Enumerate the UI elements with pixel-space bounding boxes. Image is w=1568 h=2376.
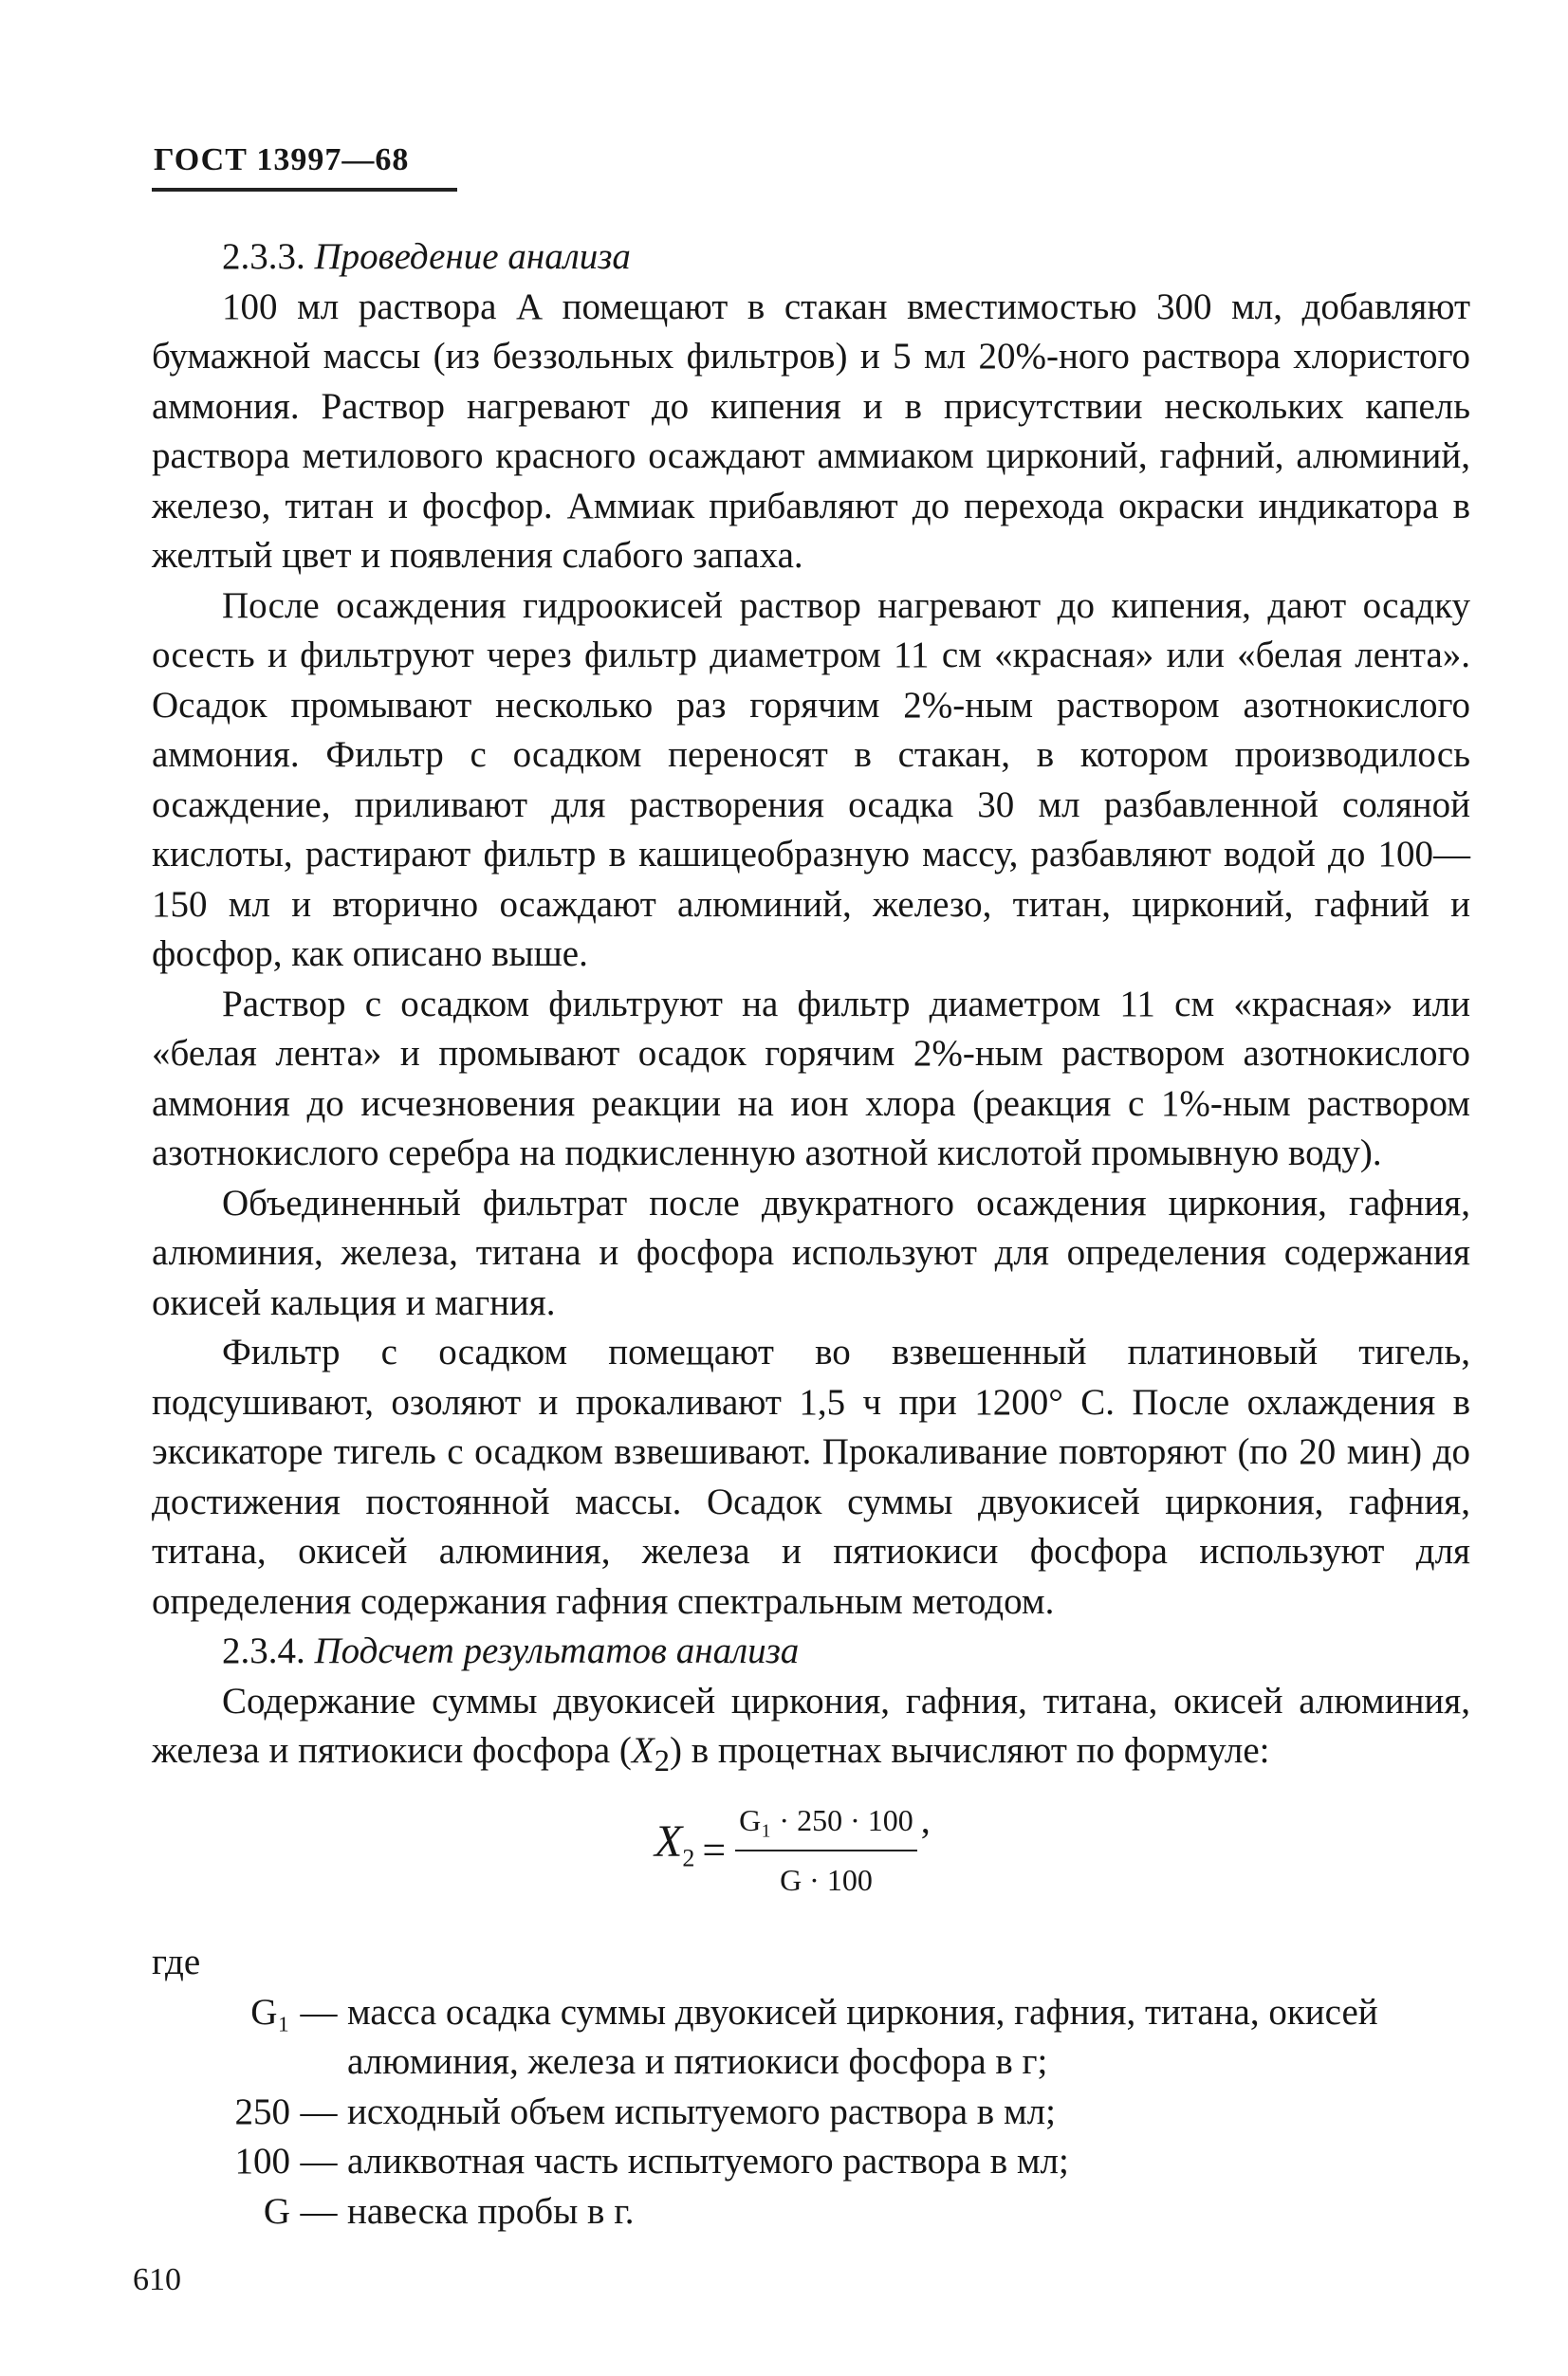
document-body: [152, 232, 1470, 2237]
definition-item: [152, 2088, 1470, 2138]
definitions-list: [152, 1988, 1470, 2238]
formula-lhs: $X_2$: [655, 1815, 695, 1872]
definition-item: [152, 2137, 1470, 2187]
definition-dash: —: [300, 1991, 338, 2033]
formula-denominator: G · 100: [780, 1862, 873, 1897]
section-heading-2-3-3: [152, 232, 1470, 283]
definition-symbol: 100: [234, 2141, 290, 2183]
formula-fraction: [735, 1796, 917, 1905]
definition-text: аликвотная часть испытуемого раствора в мл;: [347, 2141, 1069, 2183]
intro-text-end: ) в процетнах вычисляют по формуле:: [669, 1730, 1270, 1771]
section-heading-2-3-4: [152, 1627, 1470, 1677]
definition-dash: —: [300, 2141, 338, 2183]
paragraph: Раствор с осадком фильтруют на фильтр диаметром 11 см «красная» или «белая лента» и промывают осадок горячим 2%-ным раствором азотнокислого аммония до исчезновения реакции на ион хлора (реакция с 1%-ным раствором азотнокислого серебра на подкисленную азотной кислотой промывную воду).: [152, 983, 1470, 1173]
section-number: 2.3.4.: [222, 1630, 305, 1671]
section-title: Проведение анализа: [314, 236, 631, 277]
formula-intro: [152, 1677, 1470, 1787]
where-label: где: [152, 1942, 201, 1983]
definition-dash: —: [300, 2190, 338, 2232]
definition-item: [152, 2187, 1470, 2238]
formula-block: [152, 1786, 1470, 1938]
paragraph: Объединенный фильтрат после двукратного осаждения циркония, гафния, алюминия, железа, титана и фосфора используют для определения содержания окисей кальция и магния.: [152, 1182, 1470, 1323]
formula: [655, 1796, 931, 1905]
definition-text: масса осадка суммы двуокисей циркония, гафния, титана, окисей алюминия, железа и пятиокиси фосфора в г;: [347, 1991, 1378, 2083]
definition-symbol: 250: [234, 2091, 290, 2132]
definition-text: навеска пробы в г.: [347, 2190, 635, 2232]
paragraph: 100 мл раствора А помещают в стакан вместимостью 300 мл, добавляют бумажной массы (из беззольных фильтров) и 5 мл 20%-ного раствора хлористого аммония. Раствор нагревают до кипения и в присутствии нескольких капель раствора метилового красного осаждают аммиаком цирконий, гафний, алюминий, железо, титан и фосфор. Аммиак прибавляют до перехода окраски индикатора в желтый цвет и появления слабого запаха.: [152, 285, 1470, 576]
header-underline: [152, 188, 457, 192]
intro-text: Содержание суммы двуокисей циркония, гафния, титана, окисей алюминия, железа и пятиокиси фосфора (: [152, 1680, 1470, 1771]
definition-symbol: G₁: [250, 1991, 290, 2033]
definition-symbol: G: [263, 2190, 290, 2232]
definition-text: исходный объем испытуемого раствора в мл;: [347, 2091, 1056, 2132]
definition-dash: —: [300, 2091, 338, 2132]
document-code: ГОСТ 13997—68: [154, 142, 410, 177]
page-number: 610: [133, 2262, 181, 2297]
formula-equals: =: [702, 1826, 727, 1873]
section-title: Подсчет результатов анализа: [314, 1630, 800, 1671]
intro-variable: X: [631, 1730, 655, 1771]
definition-item: [152, 1988, 1470, 2088]
paragraph: Фильтр с осадком помещают во взвешенный платиновый тигель, подсушивают, озоляют и прокаливают 1,5 ч при 1200° С. После охлаждения в эксикаторе тигель с осадком взвешивают. Прокаливание повторяют (по 20 мин) до достижения постоянной массы. Осадок суммы двуокисей циркония, гафния, титана, окисей алюминия, железа и пятиокиси фосфора используют для определения содержания гафния спектральным методом.: [152, 1332, 1470, 1622]
section-number: 2.3.3.: [222, 236, 305, 277]
formula-numerator: G₁ · 250 · 100: [739, 1803, 913, 1838]
paragraph: После осаждения гидроокисей раствор нагревают до кипения, дают осадку осесть и фильтруют через фильтр диаметром 11 см «красная» или «белая лента». Осадок промывают несколько раз горячим 2%-ным раствором азотнокислого аммония. Фильтр с осадком переносят в стакан, в котором производилось осаждение, приливают для растворения осадка 30 мл разбавленной соляной кислоты, растирают фильтр в кашицеобразную массу, разбавляют водой до 100—150 мл и вторично осаждают алюминий, железо, титан, цирконий, гафний и фосфор, как описано выше.: [152, 584, 1470, 974]
formula-trailing: ,: [920, 1798, 931, 1842]
intro-variable-subscript: 2: [654, 1743, 670, 1778]
